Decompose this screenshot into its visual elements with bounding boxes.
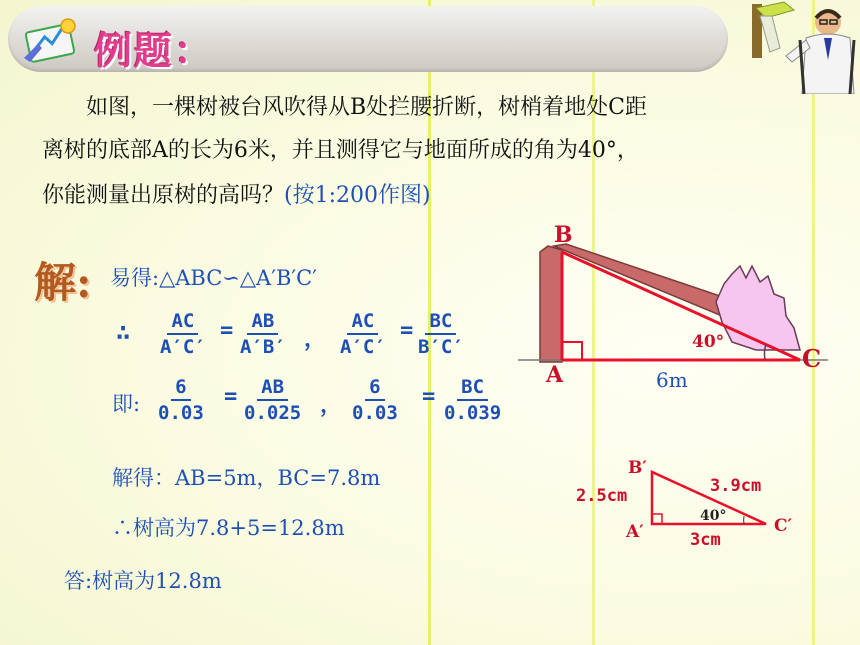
problem-scale-note: (按1:200作图) — [284, 183, 431, 208]
fraction-denominator: 0.039 — [444, 402, 502, 424]
solution-result: 解得：AB=5m，BC=7.8m — [112, 466, 381, 490]
fraction-numerator: BC — [425, 310, 456, 335]
fraction-numerator: BC — [457, 376, 488, 401]
side-AB-label: 2.5cm — [576, 486, 628, 506]
equals-sign: = — [400, 318, 414, 343]
fraction-numerator: AB — [247, 310, 278, 335]
small-angle-label: 40° — [700, 508, 727, 524]
right-angle-mark — [562, 342, 582, 360]
side-BC-label: 3.9cm — [710, 476, 762, 496]
tree-crown — [716, 266, 800, 350]
solution-heading: 解: — [34, 258, 92, 307]
label-B: B — [554, 222, 573, 248]
comma: ， — [304, 327, 327, 352]
problem-line-1: 如图，一棵树被台风吹得从B处拦腰折断，树梢着地处C距 — [86, 95, 648, 120]
fraction-numerator: 6 — [365, 376, 384, 401]
fraction-denominator: A′C′ — [340, 336, 386, 358]
fraction — [244, 376, 301, 424]
equals-sign: = — [422, 384, 436, 409]
notebook-icon — [22, 14, 84, 64]
fraction-denominator: 0.03 — [352, 402, 398, 424]
fraction — [444, 376, 501, 424]
fraction — [418, 310, 464, 358]
tree-top — [554, 244, 732, 316]
label-C-prime: C′ — [774, 516, 793, 536]
fraction-numerator: 6 — [171, 376, 190, 401]
base-length-label: 6m — [656, 368, 688, 392]
label-A-prime: A′ — [626, 522, 644, 542]
slide-title: 例题： — [94, 28, 215, 73]
comma: ， — [320, 393, 343, 418]
fraction — [240, 310, 286, 358]
similarity-statement: 易得:△ABC∽△A′B′C′ — [110, 266, 317, 290]
problem-question: 你能测量出原树的高吗？ — [42, 183, 285, 208]
label-C: C — [802, 344, 822, 373]
fraction — [352, 376, 398, 424]
angle-arc — [764, 344, 766, 360]
ji-label: 即: — [112, 392, 141, 416]
fraction-denominator: A′B′ — [240, 336, 286, 358]
side-AC-label: 3cm — [690, 530, 721, 550]
fraction-denominator: 0.025 — [244, 402, 302, 424]
fraction-numerator: AC — [167, 310, 198, 335]
fraction-numerator: AB — [257, 376, 288, 401]
fraction-numerator: AC — [347, 310, 378, 335]
fraction-denominator: A′C′ — [160, 336, 206, 358]
label-B-prime: B′ — [628, 458, 647, 478]
therefore-symbol: ∴ — [116, 318, 131, 346]
tree-height-calc: ∴树高为7.8+5=12.8m — [112, 516, 345, 540]
final-answer: 答:树高为12.8m — [64, 569, 222, 593]
equals-sign: = — [224, 384, 238, 409]
label-A: A — [546, 362, 564, 388]
problem-line-2: 离树的底部A的长为6米，并且测得它与地面所成的角为40°， — [42, 138, 639, 163]
fraction — [340, 310, 386, 358]
equals-sign: = — [220, 318, 234, 343]
fraction-denominator: B′C′ — [418, 336, 464, 358]
teacher-illustration — [736, 0, 860, 94]
right-angle-mark — [652, 514, 662, 524]
fraction — [160, 310, 206, 358]
problem-line-3 — [42, 178, 431, 209]
angle-label: 40° — [692, 332, 725, 352]
title-banner — [8, 6, 728, 72]
fraction-denominator: 0.03 — [158, 402, 204, 424]
tree-trunk — [540, 246, 562, 362]
fraction — [158, 376, 204, 424]
